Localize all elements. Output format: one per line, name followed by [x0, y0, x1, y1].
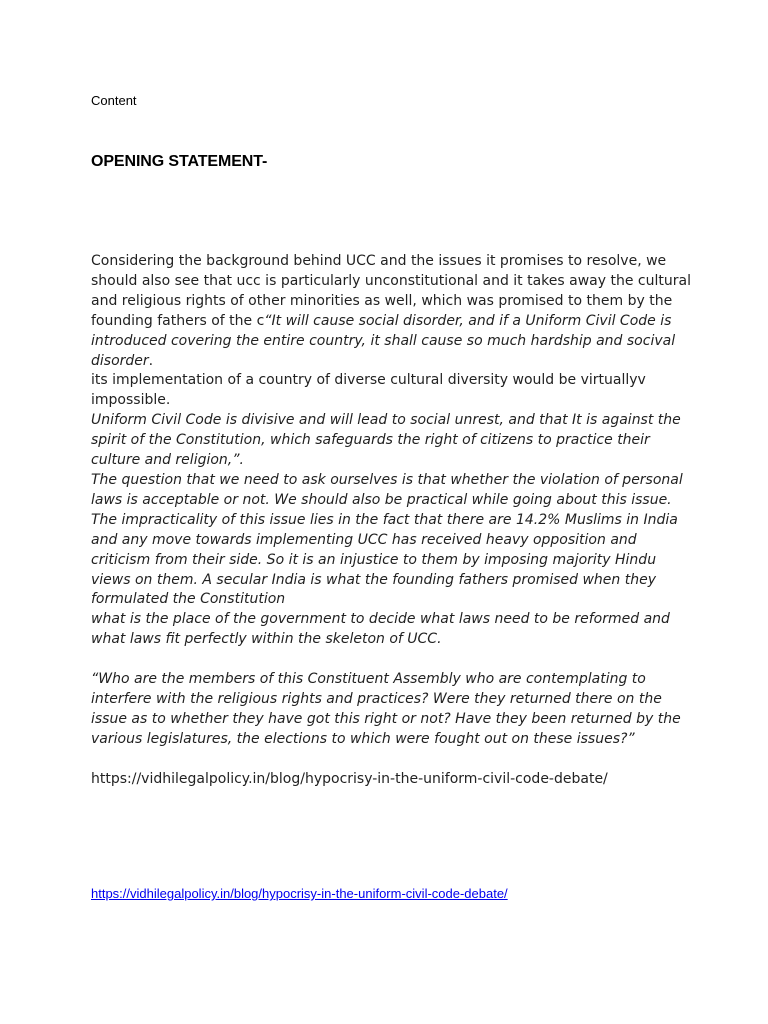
page-title: OPENING STATEMENT-: [91, 153, 268, 170]
paragraph-implementation: its implementation of a country of diverse cultural diversity would be virtuallyv impossible.: [91, 372, 646, 409]
spacer: [91, 750, 691, 770]
source-url-text: https://vidhilegalpolicy.in/blog/hypocrisy-in-the-uniform-civil-code-debate/: [91, 770, 608, 787]
government-text: what is the place of the government to decide what laws need to be reformed and what laws fit perfectly within the skeleton of UCC.: [91, 611, 670, 648]
divisive-quote: Uniform Civil Code is divisive and will lead to social unrest, and that It is against the spirit of the Constitution, which safeguards the right of citizens to practice their culture and religion,”.: [91, 412, 681, 469]
question-text: The question that we need to ask ourselves is that whether the violation of personal laws is acceptable or not. We should also be practical while going about this issue. The impracticality of this issue lies in the fact that there are 14.2% Muslims in India and any move towards implementing UCC has received heavy opposition and criticism from their side. So it is an injustice to them by imposing majority Hindu views on them. A secular India is what the founding fathers promised when they formulated the Constitution: [91, 471, 683, 608]
intro-text: Considering the background behind UCC and the issues it promises to resolve, we should also see that ucc is particularly unconstitutional and it takes away the cultural and religious rights of other minorities as well, which was promised to them by the founding fathers of the c: [91, 253, 691, 329]
paragraph-divisive: [91, 411, 691, 471]
spacer: [91, 650, 691, 670]
paragraph-question: [91, 471, 691, 610]
source-link[interactable]: https://vidhilegalpolicy.in/blog/hypocrisy-in-the-uniform-civil-code-debate/: [91, 886, 508, 901]
assembly-quote: “Who are the members of this Constituent Assembly who are contemplating to interfere with the religious rights and practices? Were they returned there on the issue as to whether they have got this right or not? Have they been returned by the various legislatures, the elections to which were fought out on these issues?”: [91, 671, 681, 747]
paragraph-assembly-quote: [91, 670, 691, 750]
intro-quote: “It will cause social disorder, and if a Uniform Civil Code is introduced covering the entire country, it shall cause so much hardship and socival disorder: [91, 312, 676, 369]
intro-end: .: [148, 352, 154, 369]
content-label: Content: [91, 93, 137, 108]
document-body: [91, 252, 691, 789]
paragraph-intro: [91, 252, 691, 371]
paragraph-government: [91, 610, 691, 650]
